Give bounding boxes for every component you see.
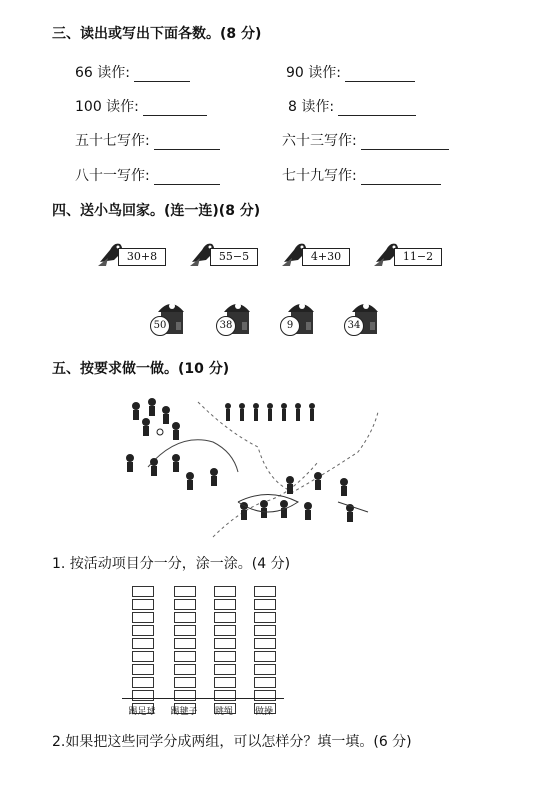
section4-heading: 四、送小鸟回家。(连一连)(8 分) <box>52 203 261 219</box>
grid-cell[interactable] <box>214 599 236 610</box>
grid-cell[interactable] <box>132 677 154 688</box>
q-63 <box>282 130 449 150</box>
grid-column <box>132 586 154 716</box>
section5-heading: 五、按要求做一做。(10 分) <box>52 361 230 377</box>
grid-cell[interactable] <box>254 625 276 636</box>
grid-cell[interactable] <box>174 612 196 623</box>
grid-cell[interactable] <box>254 599 276 610</box>
grid-cell[interactable] <box>214 625 236 636</box>
grid-cell[interactable] <box>254 690 276 701</box>
house-number: 34 <box>344 316 364 336</box>
grid-cell[interactable] <box>214 651 236 662</box>
grid-cell[interactable] <box>132 690 154 701</box>
grid-cell[interactable] <box>214 664 236 675</box>
grid-cell[interactable] <box>214 586 236 597</box>
grid-cell[interactable] <box>254 586 276 597</box>
answer-blank-63[interactable] <box>361 135 449 150</box>
answer-blank-57[interactable] <box>154 135 220 150</box>
house-2[interactable] <box>216 296 258 338</box>
category-label: 踢毽子 <box>170 707 198 717</box>
grid-cell[interactable] <box>214 690 236 701</box>
q-90 <box>286 62 415 82</box>
q-81-prompt: 八十一写作: <box>75 168 150 184</box>
house-4[interactable] <box>344 296 386 338</box>
chart-baseline <box>122 698 284 699</box>
bird-3[interactable] <box>280 236 352 276</box>
grid-column <box>214 586 236 716</box>
grid-cell[interactable] <box>214 612 236 623</box>
grid-cell[interactable] <box>254 664 276 675</box>
grid-cell[interactable] <box>254 677 276 688</box>
grid-cell[interactable] <box>132 625 154 636</box>
q-66-prompt: 66 读作: <box>75 65 130 81</box>
grid-cell[interactable] <box>132 586 154 597</box>
q-57-prompt: 五十七写作: <box>75 133 150 149</box>
grid-column <box>174 586 196 716</box>
answer-blank-81[interactable] <box>154 170 220 185</box>
category-label: 做操 <box>254 707 273 717</box>
grid-cell[interactable] <box>174 638 196 649</box>
section3-heading: 三、读出或写出下面各数。(8 分) <box>52 26 262 42</box>
q-81 <box>75 165 220 185</box>
answer-blank-100[interactable] <box>143 101 207 116</box>
q-57 <box>75 130 220 150</box>
grid-cell[interactable] <box>174 664 196 675</box>
grid-cell[interactable] <box>174 690 196 701</box>
answer-blank-8[interactable] <box>338 101 416 116</box>
q-79-prompt: 七十九写作: <box>282 168 357 184</box>
house-3[interactable] <box>280 296 322 338</box>
grid-column <box>254 586 276 716</box>
grid-cell[interactable] <box>132 638 154 649</box>
answer-blank-79[interactable] <box>361 170 441 185</box>
grid-cell[interactable] <box>174 586 196 597</box>
grid-cell[interactable] <box>132 599 154 610</box>
q-100 <box>75 96 207 116</box>
grid-cell[interactable] <box>132 651 154 662</box>
q-100-prompt: 100 读作: <box>75 99 139 115</box>
house-number: 50 <box>150 316 170 336</box>
grid-cell[interactable] <box>254 638 276 649</box>
children-activities-illustration <box>118 392 388 542</box>
grid-cell[interactable] <box>174 677 196 688</box>
bird-equation: 55−5 <box>210 248 258 266</box>
house-1[interactable] <box>150 296 192 338</box>
grid-cell[interactable] <box>174 651 196 662</box>
house-number: 38 <box>216 316 236 336</box>
bird-2[interactable] <box>188 236 260 276</box>
activity-grid-chart <box>118 580 288 722</box>
q-8 <box>288 96 416 116</box>
grid-cell[interactable] <box>132 612 154 623</box>
q-66 <box>75 62 190 82</box>
answer-blank-66[interactable] <box>134 67 190 82</box>
grid-cell[interactable] <box>174 599 196 610</box>
category-label: 跳绳 <box>214 707 233 717</box>
bird-equation: 30+8 <box>118 248 166 266</box>
bird-4[interactable] <box>372 236 444 276</box>
grid-cell[interactable] <box>174 625 196 636</box>
bird-equation: 11−2 <box>394 248 442 266</box>
grid-cell[interactable] <box>254 612 276 623</box>
question-1: 1. 按活动项目分一分，涂一涂。(4 分) <box>52 556 291 572</box>
q-63-prompt: 六十三写作: <box>282 133 357 149</box>
q-79 <box>282 165 441 185</box>
grid-cell[interactable] <box>254 651 276 662</box>
grid-cell[interactable] <box>132 664 154 675</box>
grid-cell[interactable] <box>214 677 236 688</box>
q-8-prompt: 8 读作: <box>288 99 335 115</box>
bird-equation: 4+30 <box>302 248 350 266</box>
answer-blank-90[interactable] <box>345 67 415 82</box>
bird-1[interactable] <box>96 236 168 276</box>
q-90-prompt: 90 读作: <box>286 65 341 81</box>
house-number: 9 <box>280 316 300 336</box>
category-label: 踢足球 <box>128 707 156 717</box>
grid-cell[interactable] <box>214 638 236 649</box>
question-2: 2.如果把这些同学分成两组，可以怎样分？填一填。(6 分) <box>52 734 412 750</box>
